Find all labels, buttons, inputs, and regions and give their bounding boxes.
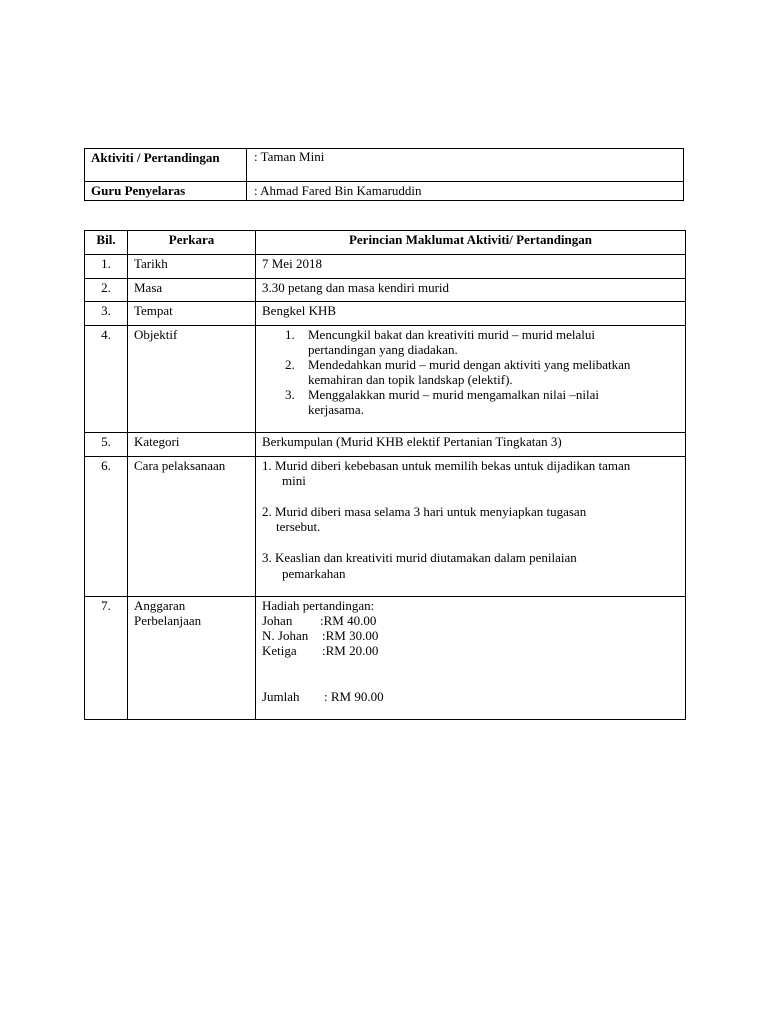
col-header-perincian: Perincian Maklumat Aktiviti/ Pertandingan — [348, 232, 593, 247]
total-label: Jumlah — [262, 689, 300, 704]
objective-number: 2. — [285, 357, 295, 372]
row-bil: 2. — [101, 280, 111, 295]
header-label-aktiviti: Aktiviti / Pertandingan — [91, 150, 220, 165]
prize-label: Johan — [262, 613, 293, 628]
header-value-aktiviti: : Taman Mini — [254, 149, 325, 164]
prize-heading: Hadiah pertandingan: — [262, 598, 375, 613]
step-text-cont: pemarkahan — [282, 566, 346, 581]
row-perkara: Cara pelaksanaan — [134, 458, 226, 473]
objective-number: 1. — [285, 327, 295, 342]
prize-value: :RM 40.00 — [320, 613, 377, 628]
row-perincian: 3.30 petang dan masa kendiri murid — [262, 280, 450, 295]
row-perkara: Tempat — [134, 303, 173, 318]
objective-text-cont: kerjasama. — [308, 402, 364, 417]
objective-text-cont: kemahiran dan topik landskap (elektif). — [308, 372, 513, 387]
row-bil: 6. — [101, 458, 111, 473]
row-perincian: 7 Mei 2018 — [262, 256, 322, 271]
row-perkara: Masa — [134, 280, 163, 295]
objective-text-cont: pertandingan yang diadakan. — [308, 342, 458, 357]
step-text-cont: mini — [282, 473, 306, 488]
row-bil: 1. — [101, 256, 111, 271]
step-text: 2. Murid diberi masa selama 3 hari untuk menyiapkan tugasan — [262, 504, 587, 519]
header-label-guru: Guru Penyelaras — [91, 183, 186, 198]
step-text-cont: tersebut. — [276, 519, 321, 534]
row-perkara-cont: Perbelanjaan — [134, 613, 202, 628]
prize-label: Ketiga — [262, 643, 297, 658]
objective-text: Menggalakkan murid – murid mengamalkan nilai –nilai — [308, 387, 599, 402]
row-bil: 5. — [101, 434, 111, 449]
row-perincian: Berkumpulan (Murid KHB elektif Pertanian Tingkatan 3) — [262, 434, 562, 449]
row-perkara: Kategori — [134, 434, 180, 449]
col-header-perkara: Perkara — [168, 232, 215, 247]
step-text: 3. Keaslian dan kreativiti murid diutamakan dalam penilaian — [262, 550, 577, 565]
row-perkara: Tarikh — [134, 256, 168, 271]
row-bil: 7. — [101, 598, 111, 613]
row-perkara: Objektif — [134, 327, 178, 342]
row-bil: 4. — [101, 327, 111, 342]
prize-value: :RM 20.00 — [322, 643, 379, 658]
step-text: 1. Murid diberi kebebasan untuk memilih bekas untuk dijadikan taman — [262, 458, 631, 473]
objective-text: Mendedahkan murid – murid dengan aktiviti yang melibatkan — [308, 357, 631, 372]
col-header-bil: Bil. — [96, 232, 116, 247]
row-bil: 3. — [101, 303, 111, 318]
total-value: : RM 90.00 — [324, 689, 384, 704]
row-perkara: Anggaran — [134, 598, 186, 613]
header-value-guru: : Ahmad Fared Bin Kamaruddin — [254, 183, 422, 198]
objective-text: Mencungkil bakat dan kreativiti murid – murid melalui — [308, 327, 596, 342]
prize-label: N. Johan — [262, 628, 309, 643]
row-perincian: Bengkel KHB — [262, 303, 337, 318]
objective-number: 3. — [285, 387, 295, 402]
prize-value: :RM 30.00 — [322, 628, 379, 643]
